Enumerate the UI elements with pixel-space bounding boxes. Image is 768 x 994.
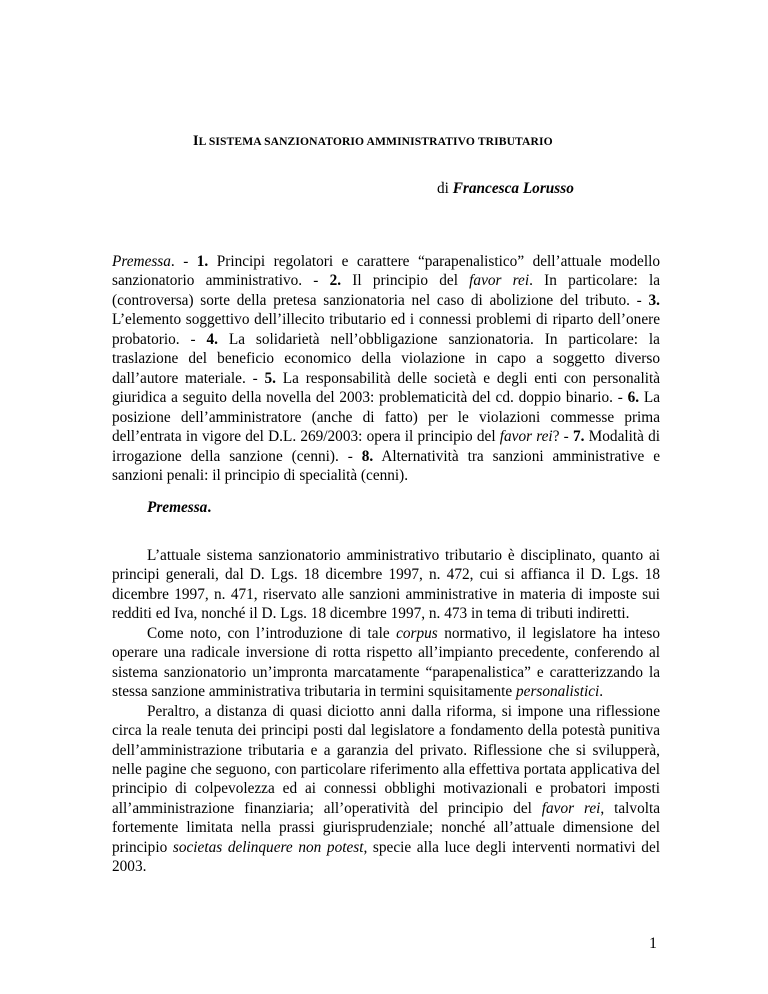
section-heading-dot: . — [207, 499, 212, 516]
paragraph — [112, 702, 660, 877]
summary-sep: . - — [170, 253, 197, 270]
author-prefix: di — [437, 180, 453, 197]
summary-item-text: . In particolare: la (controversa) sorte della pretesa sanzionatoria nel caso di abolizione del tributo. - — [112, 272, 660, 309]
summary-favor-rei: favor rei — [499, 428, 553, 446]
summary-item-text: La posizione dell’amministratore (anche di fatto) per le violazioni commesse prima dell’entrata in vigore del D.L. 269/2003: opera il principio del — [112, 389, 660, 446]
summary-item-text: ? - — [552, 428, 573, 446]
paragraph: L’attuale sistema sanzionatorio amministrativo tributario è disciplinato, quanto ai principi generali, dal D. Lgs. 18 dicembre 1997, n. 472, cui si affianca il D. Lgs. 18 dicembre 1997, n. 471, riservato alle sanzioni amministrative in materia di imposte sui redditi ed Iva, nonché il D. Lgs. 18 dicembre 1997, n. 473 in tema di tributi indiretti. — [112, 547, 660, 623]
summary-item-text: La responsabilità delle società e degli enti con personalità giuridica a seguito della novella del 2003: problematicità del cd. doppio binario. - — [112, 369, 660, 407]
paragraph — [112, 624, 660, 702]
summary-item-number: 1. — [196, 253, 209, 270]
italic-favor-rei: favor rei — [541, 799, 601, 817]
summary-item-number: 4. — [206, 330, 218, 348]
text-run: . — [599, 683, 604, 701]
author-name: Francesca Lorusso — [452, 180, 574, 197]
body-text — [112, 546, 660, 877]
italic-personalistici: personalistici — [516, 683, 600, 701]
title-rest: L SISTEMA SANZIONATORIO AMMINISTRATIVO TRIBUTARIO — [198, 135, 553, 148]
summary-item-number: 5. — [264, 369, 276, 387]
text-run: Peraltro, a distanza di quasi diciotto anni dalla riforma, si impone una riflessione circa la reale tenuta dei principi posti dal legislatore a fondamento della potestà punitiva dell’amministrazione tributaria e a garanzia del privato. Riflessione che si svilupperà, nelle pagine che seguono, con particolare riferimento alla effettiva portata applicativa del principio di colpevolezza ed ai connessi obblighi motivazionali e probatori imposti all’amministrazione finanziaria; all’operatività del principio del — [112, 702, 660, 817]
summary-item-number: 7. — [572, 428, 585, 446]
text-run: Come noto, con l’introduzione di tale — [147, 624, 397, 642]
summary-item-text: Principi regolatori e carattere “parapenalistico” dell’attuale modello sanzionatorio amministrativo. - — [112, 253, 660, 290]
summary-item-text: La solidarietà nell’obbligazione sanzionatoria. In particolare: la traslazione del beneficio economico della violazione in capo a soggetto diverso dall’autore materiale. - — [112, 330, 660, 387]
section-heading — [147, 499, 211, 517]
summary-index — [112, 252, 660, 485]
text-run: normativo, il legislatore ha inteso operare una radicale inversione di rotta rispetto all’impianto precedente, conferendo al sistema sanzionatorio un’impronta marcatamente “parapenalistica” e caratterizzando la stessa sanzione amministrativa tributaria in termini squisitamente — [112, 624, 661, 701]
summary-item-number: 3. — [648, 291, 660, 309]
summary-item-number: 2. — [329, 272, 342, 290]
italic-societas: societas delinquere non potest, — [172, 838, 368, 856]
paper-title — [193, 133, 553, 150]
text-run: , talvolta fortemente limitata nella prassi giurisprudenziale; nonché all’attuale dimensione del principio — [112, 799, 661, 856]
title-initial: I — [193, 133, 199, 149]
summary-item-text: Alternatività tra sanzioni amministrative e sanzioni penali: il principio di specialità (cenni). — [112, 447, 660, 484]
page-number: 1 — [649, 935, 657, 952]
summary-item-number: 6. — [627, 389, 640, 407]
summary-item-text: L’elemento soggettivo dell’illecito tributario ed i connessi problemi di riparto dell’onere probatorio. - — [112, 311, 660, 348]
summary-favor-rei: favor rei — [469, 272, 530, 290]
text-run: specie alla luce degli interventi normativi del 2003. — [112, 838, 660, 876]
summary-item-text: Modalità di irrogazione della sanzione (cenni). - — [112, 428, 660, 465]
section-heading-text: Premessa — [147, 499, 208, 516]
summary-premessa-label: Premessa — [112, 253, 171, 270]
summary-item-number: 8. — [361, 447, 374, 465]
italic-corpus: corpus — [396, 624, 438, 642]
author-line — [437, 180, 574, 198]
summary-item-text: Il principio del — [341, 272, 470, 290]
